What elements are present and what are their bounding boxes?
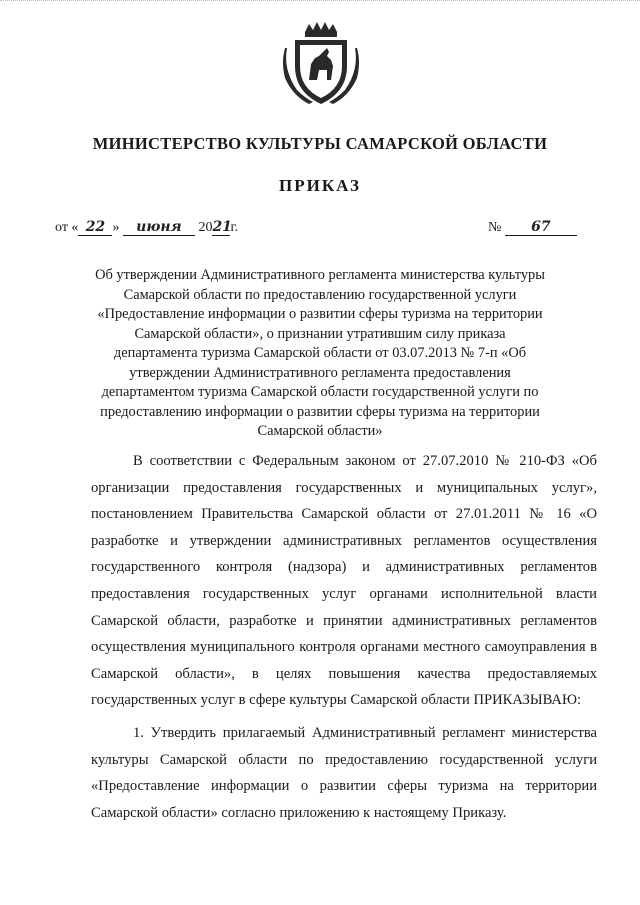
date-year-prefix: 20 — [198, 220, 213, 235]
document-type: ПРИКАЗ — [279, 176, 361, 195]
order-date — [55, 219, 238, 236]
date-year-suffix: 21 — [212, 219, 232, 235]
order-title: Об утверждении Административного регламента министерства культуры Самарской области по предоставлению государственной услуги «Предоставление информации о развитии сферы туризма на территории Самарской области», о признании утратившим силу приказа департамента туризма Самарской области от 03.07.2013 № 7-п «Об утверждении Административного регламента предоставления департаментом туризма Самарской области государственной услуги по предоставлению информации о развитии сферы туризма на территории Самарской области» — [95, 267, 545, 439]
preamble-paragraph: В соответствии с Федеральным законом от 27.07.2010 № 210-ФЗ «Об организации предоставления государственных и муниципальных услуг», постановлением Правительства Самарской области от 27.01.2011 № 16 «О разработке и утверждении административных регламентов осуществления государственного контроля (надзора) и административных регламентов предоставления государственных услуг органами исполнительной власти Самарской области, разработке и принятии административных регламентов осуществления муниципального контроля органами местного самоуправления в Самарской области», в целях повышения качества предоставляемых государственных услуг в сфере культуры Самарской области ПРИКАЗЫВАЮ: — [91, 453, 597, 709]
date-mid: » — [112, 220, 120, 235]
order-number — [488, 219, 577, 236]
ministry-name: МИНИСТЕРСТВО КУЛЬТУРЫ САМАРСКОЙ ОБЛАСТИ — [92, 134, 548, 153]
date-day: 22 — [78, 219, 112, 236]
order-body — [91, 448, 597, 826]
date-month: июня — [123, 219, 195, 236]
page-top-edge — [0, 0, 640, 3]
date-prefix: от « — [55, 220, 79, 235]
coat-of-arms-icon — [275, 18, 367, 110]
date-suffix: г. — [230, 220, 239, 235]
number-value: 67 — [505, 219, 577, 236]
item-1-paragraph: 1. Утвердить прилагаемый Административный регламент министерства культуры Самарской области по предоставлению государственной услуги «Предоставление информации о развитии сферы туризма на территории Самарской области» согласно приложению к настоящему Приказу. — [91, 724, 597, 821]
number-label: № — [488, 220, 502, 235]
